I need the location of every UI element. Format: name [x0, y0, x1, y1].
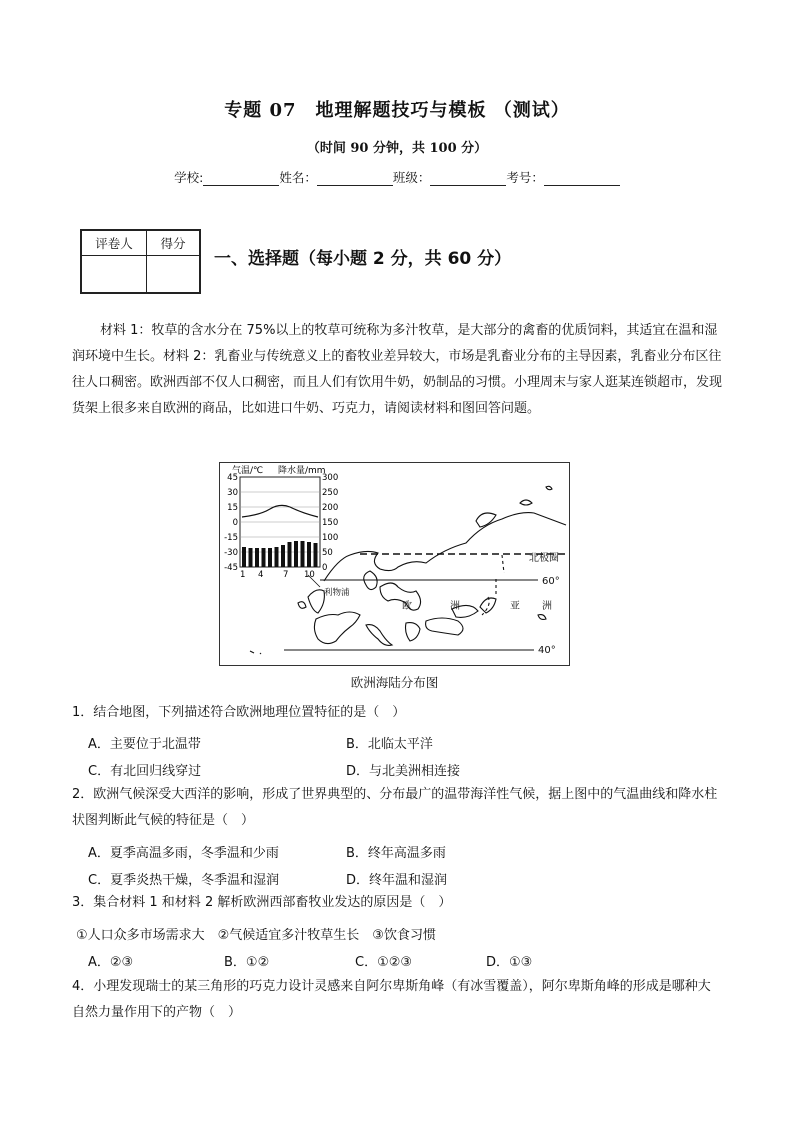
class-blank[interactable]: [430, 171, 506, 186]
europe-map-drawing: [220, 463, 568, 664]
precip-bar: [268, 548, 272, 567]
arctic-circle-label: 北极圈: [529, 553, 559, 564]
name-label: 姓名：: [279, 170, 317, 185]
precip-tick: 200: [322, 503, 339, 513]
school-field: [174, 168, 279, 186]
month-tick: 1: [240, 570, 246, 580]
precip-tick: 50: [322, 548, 333, 558]
asia-label-1: 亚: [510, 601, 520, 612]
question-2-stem: 2．欧洲气候深受大西洋的影响，形成了世界典型的、分布最广的温带海洋性气候，据上图中的气温曲线和降水柱状图判断此气候的特征是（ ）: [72, 787, 718, 828]
school-blank[interactable]: [203, 171, 279, 186]
lat-60-label: 60°: [542, 576, 560, 587]
grader-cell[interactable]: [81, 256, 147, 294]
temperature-ticks: [224, 473, 238, 573]
exam-number-field: [506, 168, 620, 186]
month-tick: 10: [304, 570, 315, 580]
coastlines: [250, 486, 566, 654]
temp-tick: 45: [227, 473, 238, 483]
school-label: 学校:: [174, 170, 204, 185]
europe-label-1: 欧: [402, 601, 412, 612]
q3-option-b[interactable]: B．①②: [224, 955, 270, 970]
europe-map: [219, 462, 570, 666]
precip-bar: [262, 548, 266, 567]
score-header: 得分: [147, 230, 201, 256]
exam-number-blank[interactable]: [544, 171, 620, 186]
precip-bar: [288, 542, 292, 567]
temp-tick: -30: [224, 548, 238, 558]
precip-bar: [249, 548, 253, 567]
liverpool-label: 利物浦: [324, 588, 350, 598]
precip-bar: [301, 541, 305, 567]
precip-bar: [255, 548, 259, 567]
document-subtitle: （时间 90 分钟，共 100 分）: [306, 141, 488, 156]
q2-option-b[interactable]: B．终年高温多雨: [346, 846, 446, 861]
precip-tick: 150: [322, 518, 339, 528]
europe-label-2: 洲: [450, 601, 460, 612]
q1-option-c[interactable]: C．有北回归线穿过: [88, 764, 202, 779]
q1-option-a[interactable]: A．主要位于北温带: [88, 737, 201, 752]
precip-bar: [314, 543, 318, 567]
score-table: [80, 229, 201, 294]
month-ticks: [240, 570, 315, 580]
precip-bar: [294, 541, 298, 567]
exam-number-label: 考号：: [506, 170, 544, 185]
precip-bar: [275, 547, 279, 567]
temp-tick: 30: [227, 488, 238, 498]
precip-bar: [242, 547, 246, 567]
question-3-stem: 3．集合材料 1 和材料 2 解析欧洲西部畜牧业发达的原因是（ ）: [72, 895, 452, 910]
precipitation-bars: [242, 541, 318, 567]
lat-40-label: 40°: [538, 645, 556, 656]
temp-tick: 0: [232, 518, 238, 528]
name-blank[interactable]: [317, 171, 393, 186]
q2-option-a[interactable]: A．夏季高温多雨，冬季温和少雨: [88, 846, 279, 861]
material-paragraph: 材料 1：牧草的含水分在 75%以上的牧草可统称为多汁牧草，是大部分的禽畜的优质饲料，其适宜在温和湿润环境中生长。材料 2：乳畜业与传统意义上的畜牧业差异较大，市场是乳畜业分布的主导因素，乳畜业分布区往往人口稠密。欧洲西部不仅人口稠密，而且人们有饮用牛奶，奶制品的习惯。小理周末与家人逛某连锁超市，发现货架上很多来自欧洲的商品，比如进口牛奶、巧克力，请阅读材料和图回答问题。: [72, 323, 723, 416]
temp-tick: -45: [224, 563, 238, 573]
section-title: 一、选择题（每小题 2 分，共 60 分）: [214, 249, 512, 269]
question-1-stem: 1．结合地图，下列描述符合欧洲地理位置特征的是（ ）: [72, 705, 406, 720]
q2-option-d[interactable]: D．终年温和湿润: [346, 873, 448, 888]
class-label: 班级：: [392, 170, 431, 185]
q1-option-b[interactable]: B．北临太平洋: [346, 737, 433, 752]
document-title: 专题 07 地理解题技巧与模板 （测试）: [224, 100, 570, 121]
month-tick: 7: [283, 570, 289, 580]
q3-option-a[interactable]: A．②③: [88, 955, 134, 970]
q3-option-d[interactable]: D．①③: [486, 955, 533, 970]
precip-tick: 300: [322, 473, 339, 483]
grader-header: 评卷人: [81, 230, 147, 256]
map-caption: 欧洲海陆分布图: [350, 675, 439, 690]
q1-option-d[interactable]: D．与北美洲相连接: [346, 764, 461, 779]
temp-tick: -15: [224, 533, 238, 543]
q2-option-c[interactable]: C．夏季炎热干燥，冬季温和湿润: [88, 873, 280, 888]
month-tick: 4: [258, 570, 264, 580]
precip-tick: 100: [322, 533, 339, 543]
temp-tick: 15: [227, 503, 238, 513]
climate-chart: [224, 464, 338, 580]
precip-bar: [281, 545, 285, 567]
question-4-stem: 4．小理发现瑞士的某三角形的巧克力设计灵感来自阿尔卑斯角峰（有冰雪覆盖），阿尔卑斯角峰的形成是哪种大自然力量作用下的产物（ ）: [72, 979, 711, 1020]
map-labels: [324, 551, 560, 656]
score-cell[interactable]: [147, 256, 201, 294]
asia-label-2: 洲: [542, 601, 552, 612]
q3-option-c[interactable]: C．①②③: [355, 955, 413, 970]
precip-tick: 0: [322, 563, 328, 573]
precip-tick: 250: [322, 488, 339, 498]
name-field: [279, 168, 393, 186]
precip-bar: [307, 542, 311, 567]
precipitation-ticks: [322, 473, 338, 573]
student-info-line: [0, 168, 794, 186]
precipitation-axis-label: 降水量/mm: [278, 466, 326, 476]
q3-statements: ①人口众多市场需求大 ②气候适宜多汁牧草生长 ③饮食习惯: [76, 928, 436, 943]
temperature-axis-label: 气温/℃: [232, 466, 264, 476]
class-field: [393, 168, 507, 186]
